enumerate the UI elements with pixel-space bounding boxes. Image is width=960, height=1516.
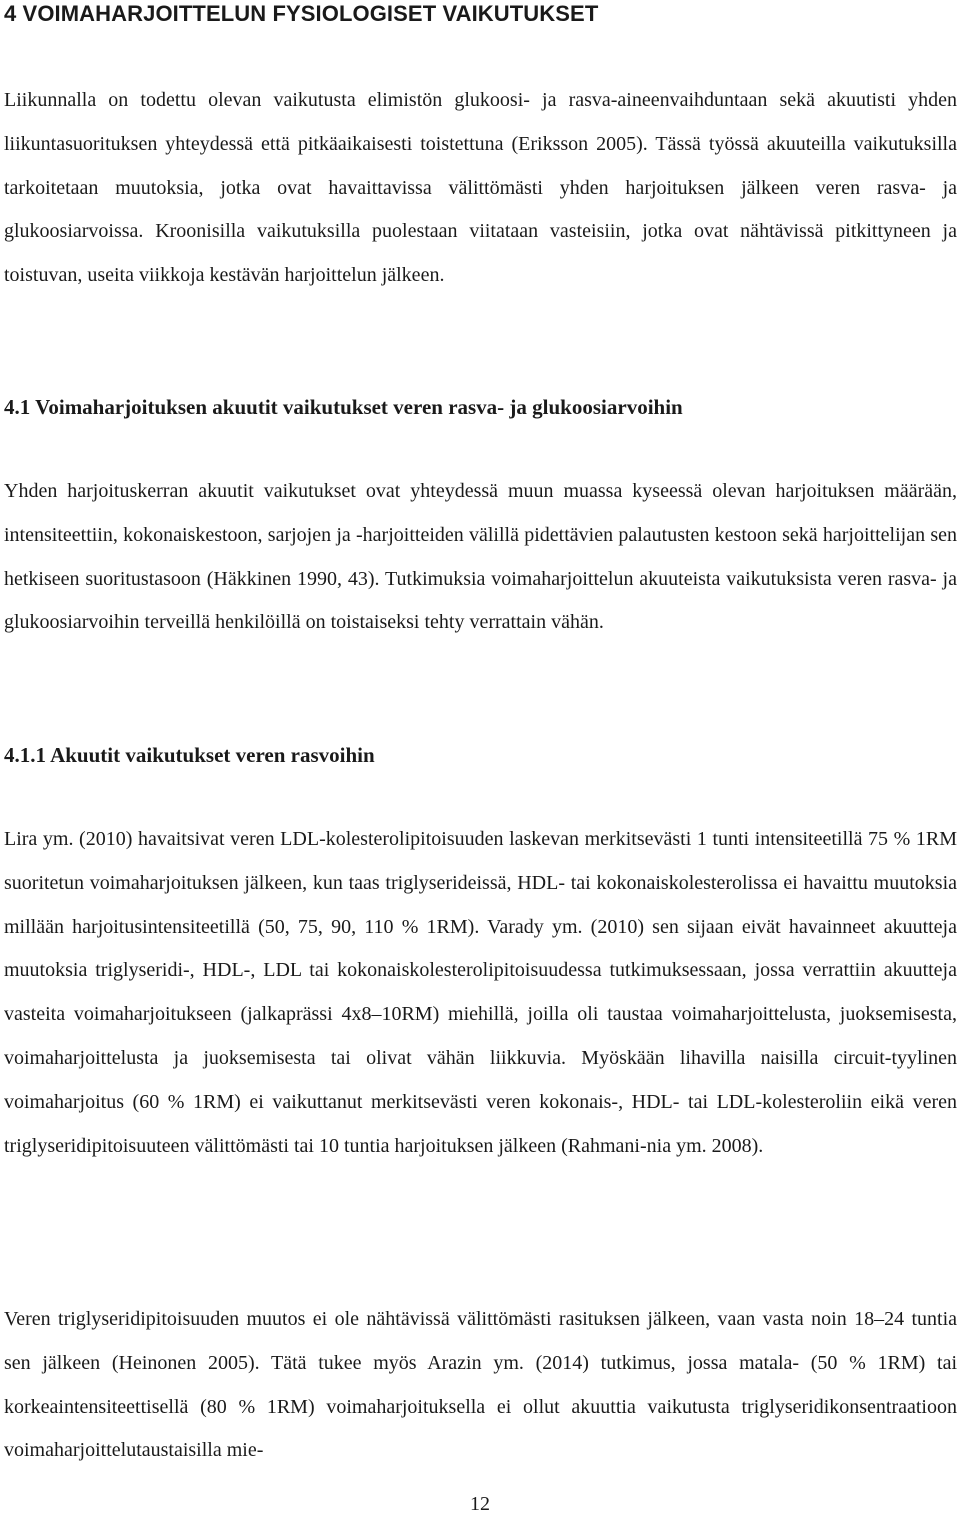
section-heading-4-1: 4.1 Voimaharjoituksen akuutit vaikutukset veren rasva- ja glukoosiarvoihin [4,395,683,419]
page-number: 12 [470,1493,490,1515]
subsection-4-1-1-paragraph-2: Veren triglyseridipitoisuuden muutos ei ole nähtävissä välittömästi rasituksen jälkeen, vaan vasta noin 18–24 tuntia sen jälkeen (Heinonen 2005). Tätä tukee myös Arazin ym. (2014) tutkimus, jossa matala- (50 % 1RM) tai korkeaintensiteettisellä (80 % 1RM) voimaharjoituksella ei ollut akuuttia vaikutusta triglyseridikonsentraatioon voimaharjoittelutaustaisilla mie- [4,1308,957,1462]
chapter-heading: 4 VOIMAHARJOITTELUN FYSIOLOGISET VAIKUTUKSET [4,1,599,26]
intro-paragraph: Liikunnalla on todettu olevan vaikutusta elimistön glukoosi- ja rasva-aineenvaihduntaan sekä akuutisti yhden liikuntasuorituksen yhteydessä että pitkäaikaisesti toistettuna (Eriksson 2005). Tässä työssä akuuteilla vaikutuksilla tarkoitetaan muutoksia, jotka ovat havaittavissa välittömästi yhden harjoituksen jälkeen veren rasva- ja glukoosiarvoissa. Kroonisilla vaikutuksilla puolestaan viitataan vasteisiin, jotka ovat nähtävissä pitkittyneen ja toistuvan, useita viikkoja kestävän harjoittelun jälkeen. [4,89,957,287]
section-4-1-paragraph: Yhden harjoituskerran akuutit vaikutukset ovat yhteydessä muun muassa kyseessä olevan harjoituksen määrään, intensiteettiin, kokonaiskestoon, sarjojen ja -harjoitteiden välillä pidettävien palautusten kestoon sekä harjoittelijan sen hetkiseen suoritustasoon (Häkkinen 1990, 43). Tutkimuksia voimaharjoittelun akuuteista vaikutuksista veren rasva- ja glukoosiarvoihin terveillä henkilöillä on toistaiseksi tehty verrattain vähän. [4,480,957,634]
subsection-heading-4-1-1: 4.1.1 Akuutit vaikutukset veren rasvoihin [4,743,375,767]
subsection-4-1-1-paragraph-1: Lira ym. (2010) havaitsivat veren LDL-kolesterolipitoisuuden laskevan merkitsevästi 1 tunti intensiteetillä 75 % 1RM suoritetun voimaharjoituksen jälkeen, kun taas triglyserideissä, HDL- tai kokonaiskolesterolissa ei havaittu muutoksia millään harjoitusintensiteetillä (50, 75, 90, 110 % 1RM). Varady ym. (2010) sen sijaan eivät havainneet akuutteja muutoksia triglyseridi-, HDL-, LDL tai kokonaiskolesterolipitoisuudessa tutkimuksessaan, jossa verrattiin akuutteja vasteita voimaharjoitukseen (jalkaprässi 4x8–10RM) miehillä, joilla oli taustaa voimaharjoittelusta, juoksemisesta, voimaharjoittelusta ja juoksemisesta tai olivat vähän liikkuvia. Myöskään lihavilla naisilla circuit-tyylinen voimaharjoitus (60 % 1RM) ei vaikuttanut merkitsevästi veren kokonais-, HDL- tai LDL-kolesteroliin eikä veren triglyseridipitoisuuteen välittömästi tai 10 tuntia harjoituksen jälkeen (Rahmani-nia ym. 2008). [4,828,957,1157]
